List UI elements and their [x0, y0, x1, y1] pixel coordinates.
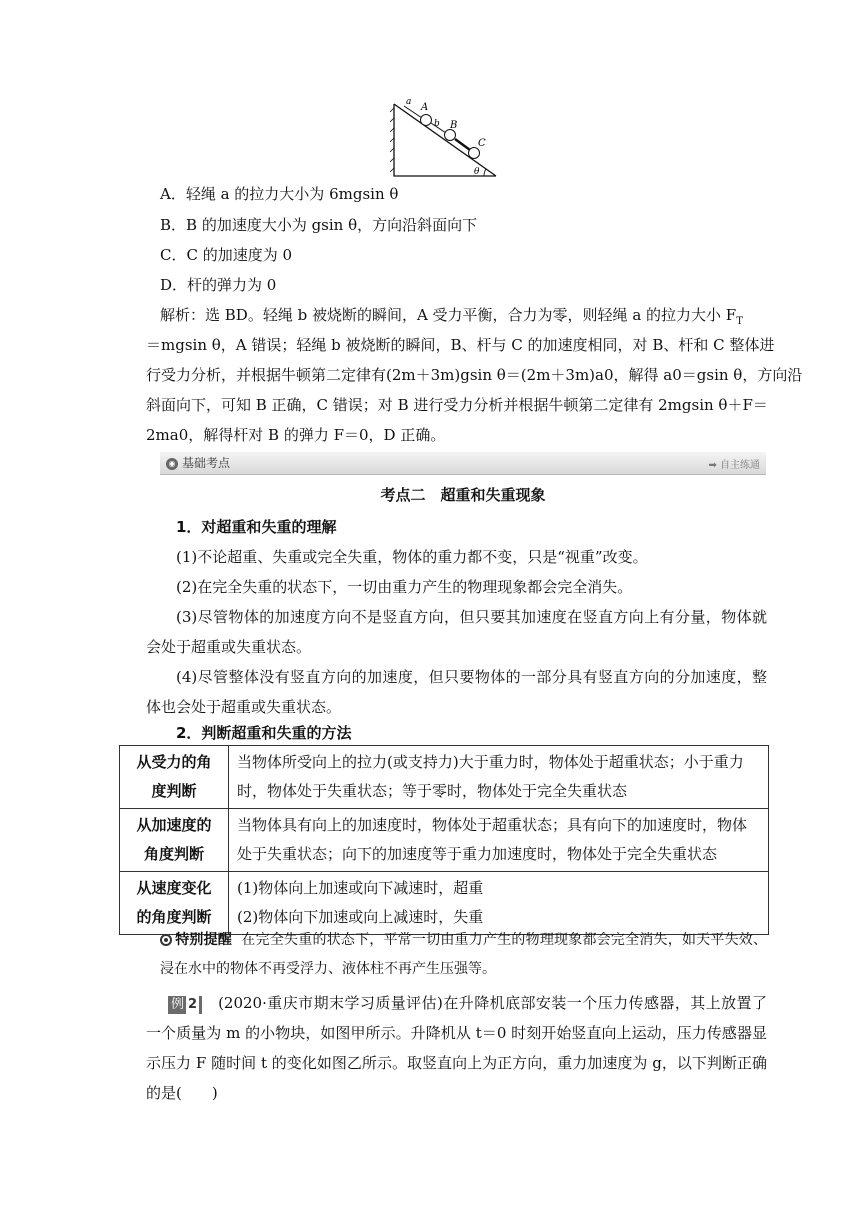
analysis-line-4: 斜面向下，可知 B 正确，C 错误；对 B 进行受力分析并根据牛顿第二定律有 2mgsin θ＋F＝	[146, 396, 768, 414]
option-a: A．轻绳 a 的拉力大小为 6mgsin θ	[160, 185, 399, 203]
arrow-icon: ➡	[708, 460, 720, 471]
example-text: (2020·重庆市期末学习质量评估)在升降机底部安装一个压力传感器，其上放置了一个质量为 m 的小物块，如图甲所示。升降机从 t＝0 时刻开始竖直向上运动，压力传感器显示压力 F 随时间 t 的变化如图乙所示。取竖直向上为正方向，重力加速度为 g，以下判断正确的是( )	[146, 994, 767, 1102]
table-key: 从受力的角 度判断	[120, 746, 229, 809]
example-tag: 例 2	[168, 996, 202, 1014]
book-icon: ◉	[166, 458, 178, 470]
incline-figure	[390, 96, 500, 182]
option-b: B．B 的加速度大小为 gsin θ，方向沿斜面向下	[160, 216, 478, 234]
label-a: a	[406, 97, 412, 107]
example-2	[146, 988, 767, 1108]
label-theta: θ	[474, 167, 480, 177]
label-B: B	[450, 120, 458, 131]
note-icon	[160, 934, 172, 946]
label-A: A	[421, 102, 429, 113]
bar-label-right: ➡ 自主练通	[708, 460, 760, 471]
point-3: (3)尽管物体的加速度方向不是竖直方向，但只要其加速度在竖直方向上有分量，物体就会处于超重或失重状态。	[146, 608, 767, 656]
option-d: D．杆的弹力为 0	[160, 276, 277, 294]
special-note	[160, 926, 767, 984]
label-b: b	[434, 119, 440, 129]
section-bar	[160, 452, 766, 475]
subheading-2: 2．判断超重和失重的方法	[176, 724, 352, 742]
judgment-table	[119, 745, 769, 935]
subheading-1: 1．对超重和失重的理解	[176, 518, 337, 536]
table-key: 从速度变化 的角度判断	[120, 872, 229, 935]
analysis-line-3: 行受力分析，并根据牛顿第二定律有(2m＋3m)gsin θ＝(2m＋3m)a0，解得 a0＝gsin θ，方向沿	[146, 366, 803, 384]
point-4: (4)尽管整体没有竖直方向的加速度，但只要物体的一部分具有竖直方向的分加速度，整体也会处于超重或失重状态。	[146, 668, 767, 716]
table-row	[120, 746, 769, 809]
analysis-line-1: 解析：选 BD。轻绳 b 被烧断的瞬间，A 受力平衡，合力为零，则轻绳 a 的拉力大小 $F_T$	[160, 306, 743, 327]
note-label: 特别提醒	[175, 932, 233, 948]
label-C: C	[478, 138, 486, 149]
table-value: (1)物体向上加速或向下减速时，超重 (2)物体向下加速或向上减速时，失重	[229, 872, 769, 935]
section-title: 考点二 超重和失重现象	[380, 486, 546, 504]
option-c: C．C 的加速度为 0	[160, 246, 293, 264]
point-2: (2)在完全失重的状态下，一切由重力产生的物理现象都会完全消失。	[176, 578, 633, 596]
analysis-line-5: 2ma0，解得杆对 B 的弹力 F＝0，D 正确。	[146, 426, 446, 444]
point-1: (1)不论超重、失重或完全失重，物体的重力都不变，只是“视重”改变。	[176, 548, 648, 566]
analysis-line-2: ＝mgsin θ，A 错误；轻绳 b 被烧断的瞬间，B、杆与 C 的加速度相同，对 B、杆和 C 整体进	[146, 336, 775, 354]
note-text: 在完全失重的状态下，平常一切由重力产生的物理现象都会完全消失，如天平失效、浸在水中的物体不再受浮力、液体柱不再产生压强等。	[160, 932, 768, 977]
table-key: 从加速度的 角度判断	[120, 809, 229, 872]
table-row	[120, 809, 769, 872]
table-value: 当物体所受向上的拉力(或支持力)大于重力时，物体处于超重状态；小于重力时，物体处于失重状态；等于零时，物体处于完全失重状态	[229, 746, 769, 809]
bar-label-left: ◉ 基础考点	[166, 454, 230, 471]
table-value: 当物体具有向上的加速度时，物体处于超重状态；具有向下的加速度时，物体处于失重状态；向下的加速度等于重力加速度时，物体处于完全失重状态	[229, 809, 769, 872]
